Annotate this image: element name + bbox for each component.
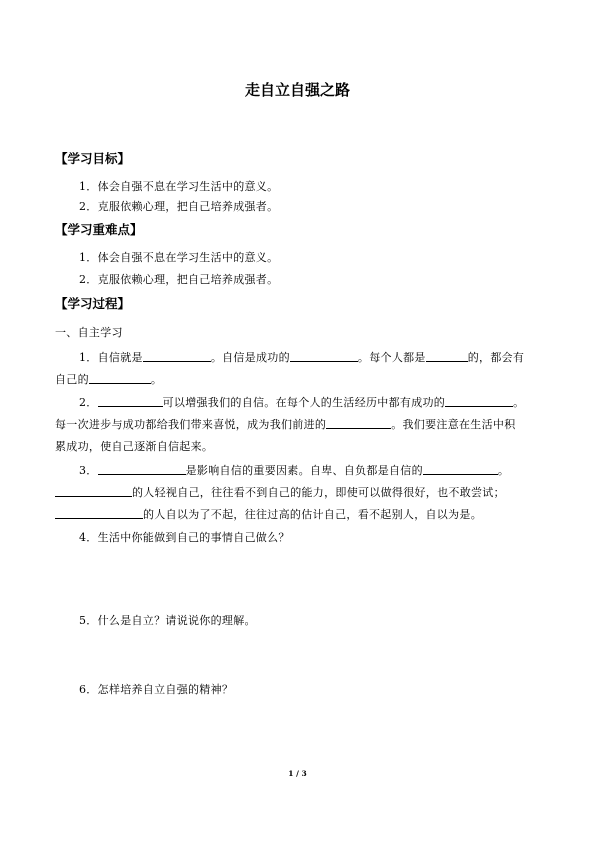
question-3-line-3: 的人自以为了不起，往往过高的估计自己，看不起别人，自以为是。: [55, 506, 482, 522]
key-point-item-1: 1．体会自强不息在学习生活中的意义。: [79, 251, 279, 264]
question-6: 6．怎样培养自立自强的精神？: [79, 683, 234, 696]
fill-blank[interactable]: [143, 350, 211, 362]
fill-blank[interactable]: [326, 417, 391, 429]
question-5: 5．什么是自立？请说说你的理解。: [79, 614, 256, 627]
fill-blank[interactable]: [445, 395, 513, 407]
question-1-line-2: 自己的 。: [55, 373, 163, 386]
fill-blank[interactable]: [290, 350, 358, 362]
objective-item-2: 2．克服依赖心理，把自己培养成强者。: [79, 200, 279, 213]
part1-title: 一、自主学习: [55, 326, 123, 339]
page-indicator: 1 / 3: [288, 769, 307, 778]
key-point-item-2: 2．克服依赖心理，把自己培养成强者。: [79, 273, 279, 286]
question-3-line-1: 3． 是影响自信的重要因素。自卑、自负都是自信的 。: [79, 464, 510, 477]
question-4: 4．生活中你能做到自己的事情自己做么？: [79, 531, 290, 544]
fill-blank[interactable]: [89, 372, 151, 384]
fill-blank[interactable]: [423, 463, 498, 475]
fill-blank[interactable]: [55, 507, 143, 519]
fill-blank[interactable]: [426, 350, 468, 362]
question-1-line-1: 1．自信就是 。自信是成功的 。每个人都是 的，都会有: [79, 351, 525, 364]
process-heading: 【学习过程】: [55, 296, 131, 311]
fill-blank[interactable]: [98, 395, 163, 407]
fill-blank[interactable]: [98, 463, 186, 475]
question-2-line-1: 2． 可以增强我们的自信。在每个人的生活经历中都有成功的 。: [79, 396, 525, 409]
fill-blank[interactable]: [55, 485, 132, 497]
key-points-heading: 【学习重难点】: [55, 222, 143, 237]
objective-item-1: 1．体会自强不息在学习生活中的意义。: [79, 180, 279, 193]
question-2-line-3: 累成功，使自己逐渐自信起来。: [55, 440, 214, 453]
objectives-heading: 【学习目标】: [55, 151, 131, 166]
document-title: 走自立自强之路: [244, 81, 350, 99]
question-3-line-2: 的人轻视自己，往往看不到自己的能力，即使可以做得很好，也不敢尝试；: [55, 484, 505, 500]
question-2-line-2: 每一次进步与成功都给我们带来喜悦，成为我们前进的 。我们要注意在生活中积: [55, 418, 516, 431]
